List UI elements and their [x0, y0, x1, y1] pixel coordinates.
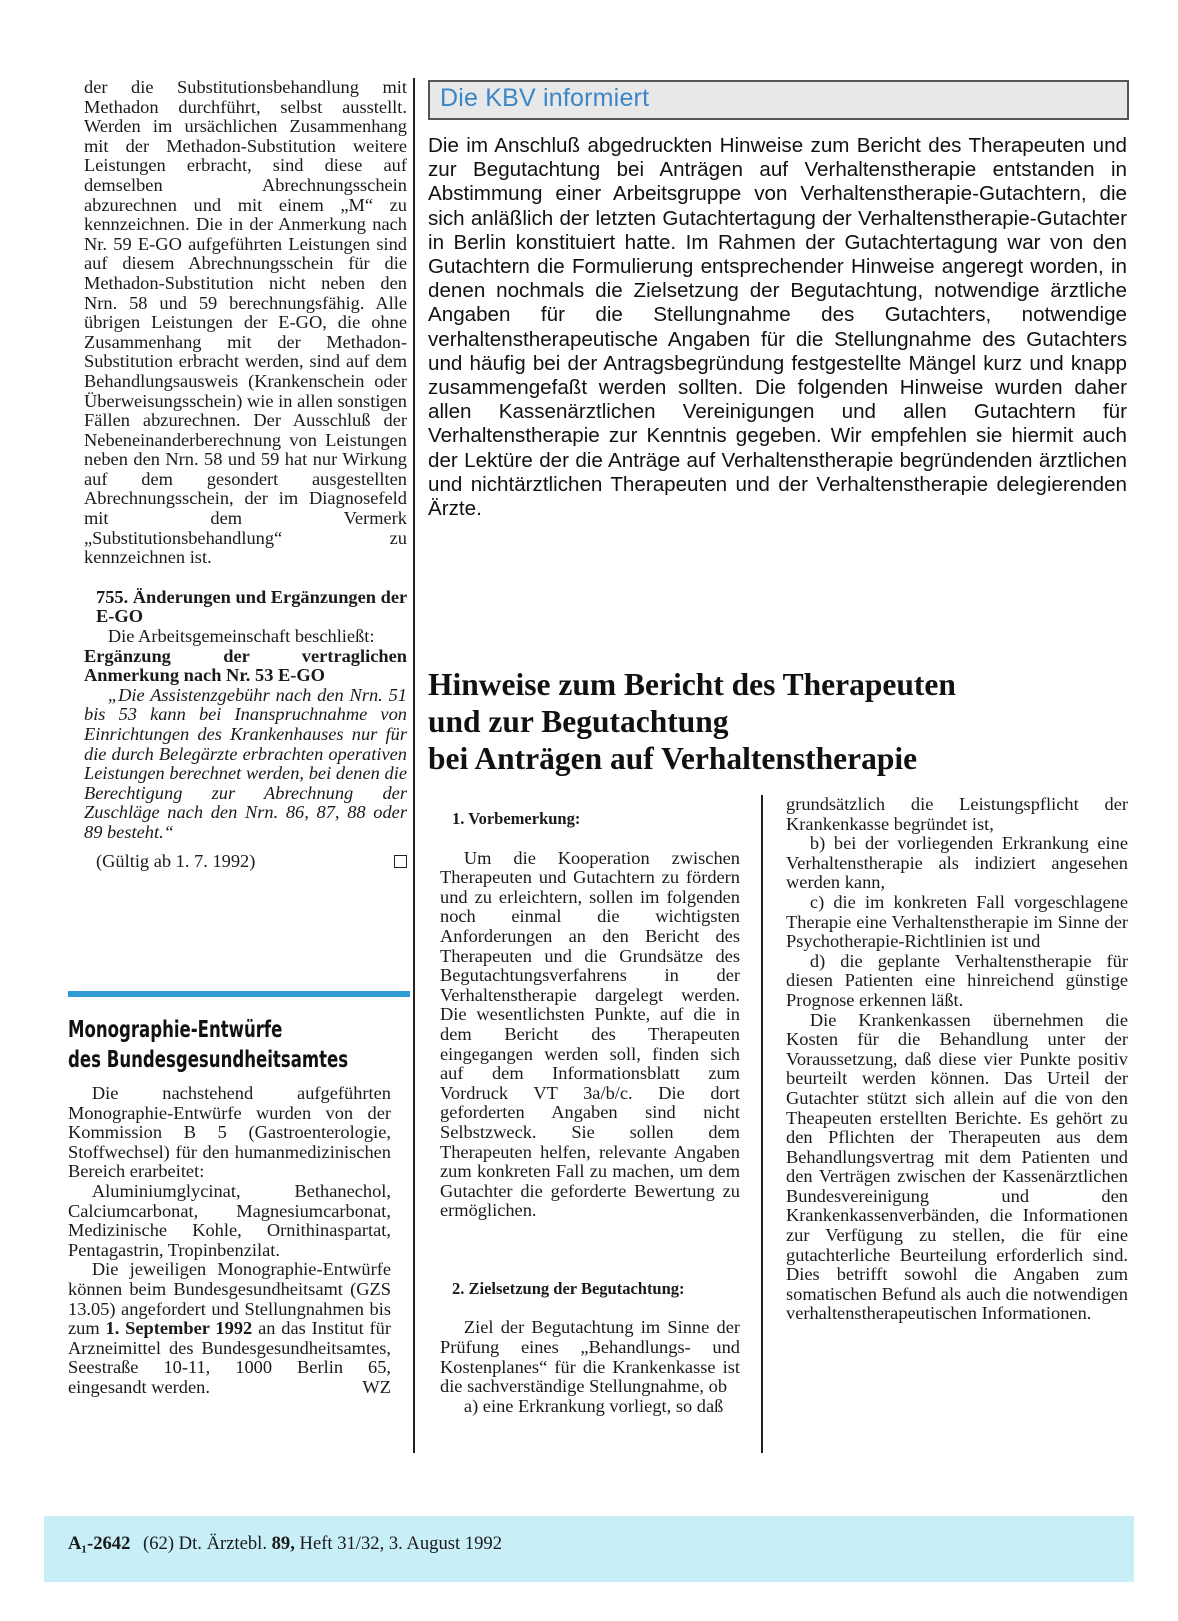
mono-para3-before: Die jeweiligen Monographie-Entwürfe können beim Bundesgesundheitsamt (GZS 13.05) angefordert und Stellungnahmen bis zum	[68, 1259, 391, 1339]
mono-deadline-date: 1. September 1992	[105, 1318, 253, 1339]
footer-citation-a: (62) Dt. Ärztebl.	[143, 1533, 267, 1554]
mono-para2: Aluminiumglycinat, Bethanechol, Calciumcarbonat, Magnesiumcarbonat, Medizinische Kohle, Ornithinaspartat, Pentagastrin, Tropinbenzilat.	[68, 1180, 391, 1260]
mono-article-body	[68, 1084, 391, 1398]
section2-text: Ziel der Begutachtung im Sinne der Prüfung eines „Behandlungs- und Kostenplanes“ für die Krankenkasse ist die sachverständige Stellungnahme, ob	[440, 1317, 740, 1397]
main-title-line1: Hinweise zum Bericht des Therapeuten	[428, 667, 956, 702]
mono-title-line1: Monographie-Entwürfe	[68, 1017, 283, 1043]
footer-citation-b: Heft 31/32, 3. August 1992	[299, 1533, 502, 1554]
kbv-intro-text: Die im Anschluß abgedruckten Hinweise zum Bericht des Therapeuten und zur Begutachtung bei Anträgen auf Verhaltenstherapie entstanden in Abstimmung einer Arbeitsgruppe von Verhaltenstherapie-Gutachtern, die sich anläßlich der letzten Gutachtertagung der Verhaltenstherapie-Gutachter in Berlin konstituiert hatte. Im Rahmen der Gutachtertagung war von den Gutachtern die Formulierung entsprechender Hinweise angeregt worden, in denen nochmals die Zielsetzung der Begutachtung, notwendige ärztliche Angaben für die Stellungnahme des Gutachters, notwendige verhaltenstherapeutische Angaben für die Stellungnahme des Gutachters und häufig bei der Antragsbegründung festgestellte Mängel kurz und knapp zusammengefaßt werden sollten. Die folgenden Hinweise wurden daher allen Kassenärztlichen Vereinigungen und allen Gutachtern für Verhaltenstherapie zur Kenntnis gegeben. Wir empfehlen sie hiermit auch der Lektüre der die Anträge auf Verhaltenstherapie begründenden ärztlichen und nichtärztlichen Therapeuten und der Verhaltenstherapie delegierenden Ärzte.	[428, 134, 1127, 521]
article-separator	[68, 991, 410, 997]
main-article-column-1	[440, 795, 740, 1416]
validity-line	[84, 852, 407, 872]
main-article-column-2	[786, 795, 1128, 1324]
main-article-title	[428, 666, 1138, 777]
amendment-quote: „Die Assistenzgebühr nach den Nrn. 51 bis 53 kann bei Inanspruchnahme von Einrichtungen des Krankenhauses nur für die durch Belegärzte erbrachten operativen Leistungen berechnet werden, bei denen die Berechtigung zur Abrechnung der Zuschläge nach den Nrn. 86, 87, 88 oder 89 besteht.“	[84, 684, 407, 842]
mono-title-line2: des Bundesgesundheitsamtes	[68, 1047, 349, 1073]
mono-para3	[68, 1260, 391, 1397]
section1-text: Um die Kooperation zwischen Therapeuten und Gutachtern zu fördern und zu erleichtern, sollen im folgenden noch einmal die wichtigsten Anforderungen an den Bericht des Therapeuten und die Grundsätze des Begutachtungsverfahrens in der Verhaltenstherapie dargelegt werden. Die wesentlichsten Punkte, auf die in dem Bericht des Therapeuten eingegangen werden soll, finden sich auf dem Informationsblatt zum Vordruck VT 3a/b/c. Die dort geforderten Angaben sind nicht Selbstzweck. Sie sollen dem Therapeuten helfen, relevante Angaben zum konkreten Fall zu machen, um dem Gutachter die geforderte Bewertung zu ermöglichen.	[440, 847, 740, 1221]
section2-item-a: a) eine Erkrankung vorliegt, so daß	[463, 1395, 724, 1416]
section2-heading: 2. Zielsetzung der Begutachtung:	[452, 1278, 685, 1298]
intro-paragraph: der die Substitutionsbehandlung mit Methadon durchführt, selbst ausstellt. Werden im ursächlichen Zusammenhang mit der Methadon-Substitution weitere Leistungen erbracht, sind diese auf demselben Abrechnungsschein abzurechnen und mit einem „M“ zu kennzeichnen. Die in der Anmerkung nach Nr. 59 E-GO aufgeführten Leistungen sind auf diesem Abrechnungsschein für die Methadon-Substitution nicht neben den Nrn. 58 und 59 berechnungsfähig. Alle übrigen Leistungen der E-GO, die ohne Zusammenhang mit der Methadon-Substitution erbracht werden, sind auf dem Behandlungsausweis (Krankenschein oder Überweisungsschein) wie in allen sonstigen Fällen abzurechnen. Der Ausschluß der Nebeneinanderberechnung von Leistungen neben den Nrn. 58 und 59 hat nur Wirkung auf dem gesondert ausgestellten Abrechnungsschein, der im Diagnosefeld mit dem Vermerk „Substitutionsbehandlung“ zu kennzeichnen ist.	[84, 77, 407, 568]
column-divider-main	[761, 795, 763, 1453]
author-initials: WZ	[362, 1376, 391, 1397]
kbv-box-title: Die KBV informiert	[440, 84, 650, 112]
main-title-line3: bei Anträgen auf Verhaltenstherapie	[428, 741, 918, 776]
column-divider-left	[413, 78, 415, 1453]
item-c: c) die im konkreten Fall vorgeschlagene Therapie eine Verhaltenstherapie im Sinne der Psychotherapie-Richtlinien ist und	[786, 891, 1128, 952]
mono-para1: Die nachstehend aufgeführten Monographie-Entwürfe wurden von der Kommission B 5 (Gastroenterologie, Stoffwechsel) für den humanmedizinischen Bereich erarbeitet:	[68, 1083, 391, 1182]
main-title-line2: und zur Begutachtung	[428, 704, 729, 739]
item-heading: 755. Änderungen und Ergänzungen der E-GO	[96, 586, 407, 627]
end-mark-icon	[394, 855, 407, 868]
mono-para3-after: an das Institut für Arzneimittel des Bundesgesundheitsamtes, Seestraße 10-11, 1000 Berlin 65, eingesandt werden.	[68, 1318, 391, 1397]
right-continuation: grundsätzlich die Leistungspflicht der Krankenkasse begründet ist,	[786, 794, 1128, 834]
item-b: b) bei der vorliegenden Erkrankung eine Verhaltenstherapie als indiziert angesehen werden kann,	[786, 833, 1128, 893]
section1-heading: 1. Vorbemerkung:	[452, 809, 581, 828]
item-text: Die Arbeitsgemeinschaft beschließt:	[107, 626, 375, 647]
item-d: d) die geplante Verhaltenstherapie für diesen Patienten eine hinreichend günstige Prognose erkennen läßt.	[786, 950, 1128, 1010]
amendment-heading: Ergänzung der vertraglichen Anmerkung nach Nr. 53 E-GO	[84, 645, 407, 686]
footer-volume: 89,	[271, 1533, 295, 1554]
left-article	[84, 78, 407, 871]
kbv-info-box	[428, 80, 1129, 120]
closing-paragraph: Die Krankenkassen übernehmen die Kosten für die Behandlung unter der Voraussetzung, daß diese vier Punkte positiv beurteilt werden können. Das Urteil der Gutachter stützt sich allein auf die von den Theapeuten erstellten Berichte. Es gehört zu den Pflichten der Therapeuten aus dem Behandlungsvertrag mit dem Patienten und den Verträgen zwischen der Kassenärztlichen Bundesvereinigung und den Krankenkassenverbänden, die Informationen zur Verfügung zu stellen, die für eine gutachterliche Beurteilung erforderlich sind. Dies betrifft sowohl die Angaben zum somatischen Befund als auch die notwendigen verhaltenstherapeutischen Informationen.	[786, 1009, 1128, 1324]
mono-article-title	[68, 1015, 349, 1075]
page-code: A₁-2642	[68, 1533, 131, 1554]
validity-date: (Gültig ab 1. 7. 1992)	[96, 850, 256, 871]
page-footer	[68, 1533, 502, 1555]
